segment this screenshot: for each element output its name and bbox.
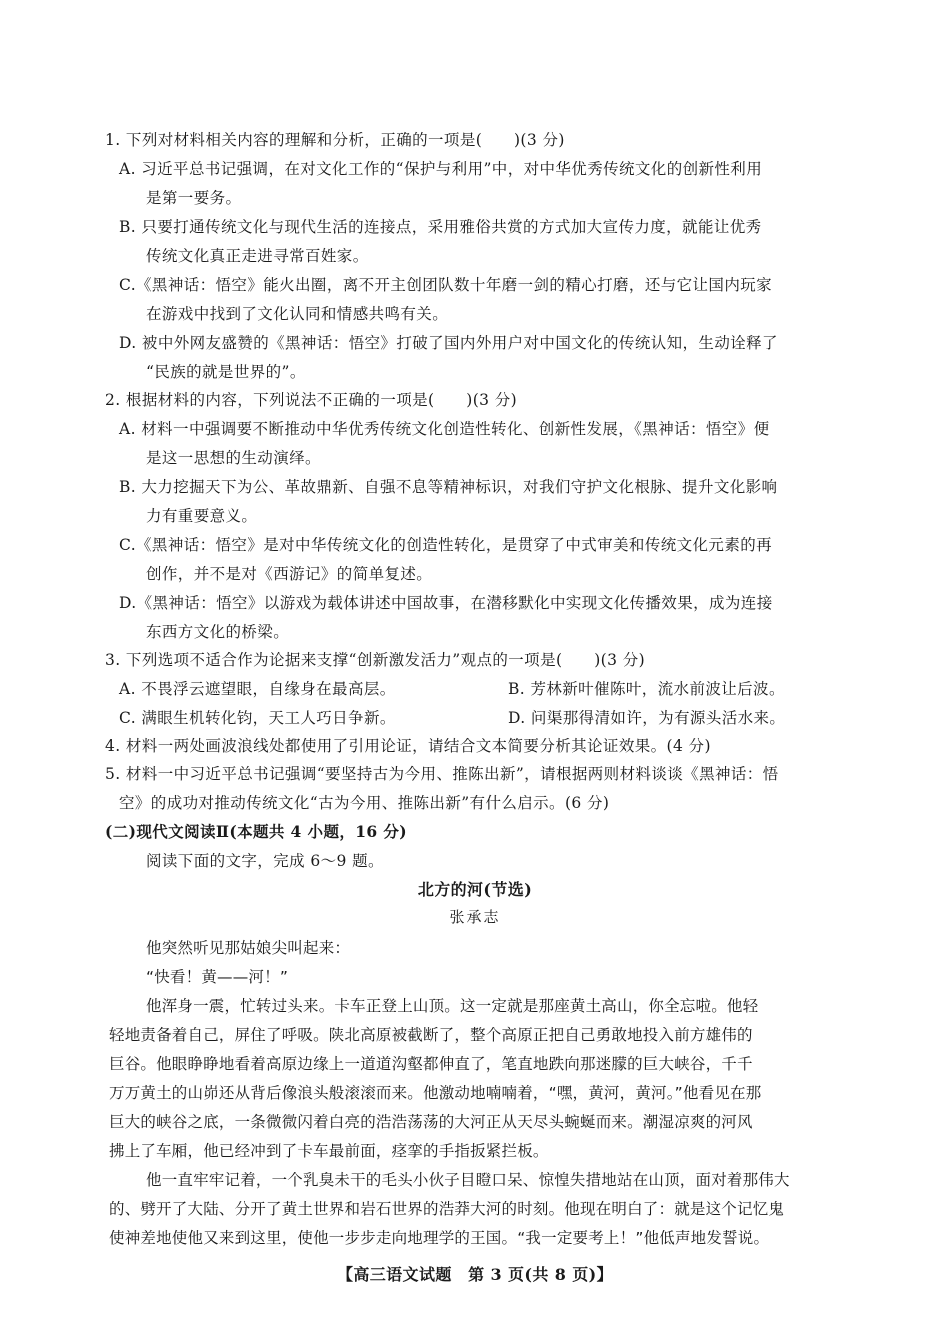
question-1-option-a: A. 习近平总书记强调，在对文化工作的“保护与利用”中，对中华优秀传统文化的创新性利用 xyxy=(119,160,763,178)
question-1-option-c: C.《黑神话：悟空》能火出圈，离不开主创团队数十年磨一剑的精心打磨，还与它让国内玩家 xyxy=(119,276,773,294)
passage-line: 万万黄土的山峁还从背后像浪头般滚滚而来。他激动地喃喃着，“嘿，黄河，黄河。”他看见在那 xyxy=(109,1084,762,1102)
question-1-stem: 1. 下列对材料相关内容的理解和分析，正确的一项是( )(3 分) xyxy=(105,131,565,149)
passage-author: 张承志 xyxy=(449,908,501,926)
question-2-option-b: B. 大力挖掘天下为公、革故鼎新、自强不息等精神标识，对我们守护文化根脉、提升文化影响 xyxy=(119,478,778,496)
passage-line: 他浑身一震，忙转过头来。卡车正登上山顶。这一定就是那座黄土高山，你全忘啦。他轻 xyxy=(146,997,759,1015)
question-2-option-c: C.《黑神话：悟空》是对中华传统文化的创造性转化，是贯穿了中式审美和传统文化元素的再 xyxy=(119,536,773,554)
passage-title: 北方的河(节选) xyxy=(417,880,533,899)
question-1-option-c-cont: 在游戏中找到了文化认同和情感共鸣有关。 xyxy=(146,305,449,323)
passage-line: 巨谷。他眼睁睁地看着高原边缘上一道道沟壑都伸直了，笔直地跌向那迷朦的巨大峡谷，千千 xyxy=(109,1055,753,1073)
passage-line: 他突然听见那姑娘尖叫起来： xyxy=(146,939,351,957)
question-2-option-c-cont: 创作，并不是对《西游记》的简单复述。 xyxy=(146,565,433,583)
page-footer: 【高三语文试题 第 3 页(共 8 页)】 xyxy=(336,1265,614,1284)
question-3-option-d: D. 问渠那得清如许，为有源头活水来。 xyxy=(508,709,786,727)
question-2-option-b-cont: 力有重要意义。 xyxy=(146,507,258,525)
question-2-option-d-cont: 东西方文化的桥梁。 xyxy=(146,623,290,641)
question-1-option-a-cont: 是第一要务。 xyxy=(146,189,242,207)
passage-line: 巨大的峡谷之底，一条微微闪着白亮的浩浩荡荡的大河正从天尽头蜿蜒而来。潮湿凉爽的河风 xyxy=(109,1113,753,1131)
question-2-stem: 2. 根据材料的内容，下列说法不正确的一项是( )(3 分) xyxy=(105,391,518,409)
question-2-option-a: A. 材料一中强调要不断推动中华优秀传统文化创造性转化、创新性发展，《黑神话：悟空》便 xyxy=(119,420,770,438)
question-3-option-b: B. 芳林新叶催陈叶，流水前波让后波。 xyxy=(508,680,785,698)
passage-line: 轻地责备着自己，屏住了呼吸。陕北高原被截断了，整个高原正把自己勇敢地投入前方雄伟的 xyxy=(109,1026,753,1044)
question-1-option-b-cont: 传统文化真正走进寻常百姓家。 xyxy=(146,247,369,265)
passage-line: 使神差地使他又来到这里，使他一步步走向地理学的王国。“我一定要考上！”他低声地发誓说。 xyxy=(109,1229,770,1247)
passage-line: “快看！黄——河！” xyxy=(146,968,289,986)
question-5-stem: 5. 材料一中习近平总书记强调“要坚持古为今用、推陈出新”，请根据两则材料谈谈《黑神话：悟 xyxy=(105,765,779,783)
question-2-option-a-cont: 是这一思想的生动演绎。 xyxy=(146,449,321,467)
passage-line: 他一直牢牢记着，一个乳臭未干的毛头小伙子目瞪口呆、惊惶失措地站在山顶，面对着那伟大 xyxy=(146,1171,790,1189)
question-5-stem-cont: 空》的成功对推动传统文化“古为今用、推陈出新”有什么启示。(6 分) xyxy=(119,794,610,812)
question-2-option-d: D.《黑神话：悟空》以游戏为载体讲述中国故事，在潜移默化中实现文化传播效果，成为连接 xyxy=(119,594,773,612)
question-3-stem: 3. 下列选项不适合作为论据来支撑“创新激发活力”观点的一项是( )(3 分) xyxy=(105,651,646,669)
question-3-option-c: C. 满眼生机转化钧，天工人巧日争新。 xyxy=(119,709,396,727)
passage-line: 的、劈开了大陆、分开了黄土世界和岩石世界的浩莽大河的时刻。他现在明白了：就是这个记忆鬼 xyxy=(109,1200,785,1218)
section-2-heading: (二)现代文阅读Ⅱ(本题共 4 小题，16 分) xyxy=(105,822,408,841)
question-3-option-a: A. 不畏浮云遮望眼，自缘身在最高层。 xyxy=(119,680,396,698)
question-4-stem: 4. 材料一两处画波浪线处都使用了引用论证，请结合文本简要分析其论证效果。(4 分) xyxy=(105,737,711,755)
question-1-option-b: B. 只要打通传统文化与现代生活的连接点，采用雅俗共赏的方式加大宣传力度，就能让优秀 xyxy=(119,218,762,236)
question-1-option-d-cont: “民族的就是世界的”。 xyxy=(146,363,306,381)
question-1-option-d: D. 被中外网友盛赞的《黑神话：悟空》打破了国内外用户对中国文化的传统认知，生动诠释了 xyxy=(119,334,778,352)
passage-line: 拂上了车厢，他已经冲到了卡车最前面，痉挛的手指扳紧拦板。 xyxy=(109,1142,549,1160)
section-2-instruction: 阅读下面的文字，完成 6～9 题。 xyxy=(146,852,384,870)
